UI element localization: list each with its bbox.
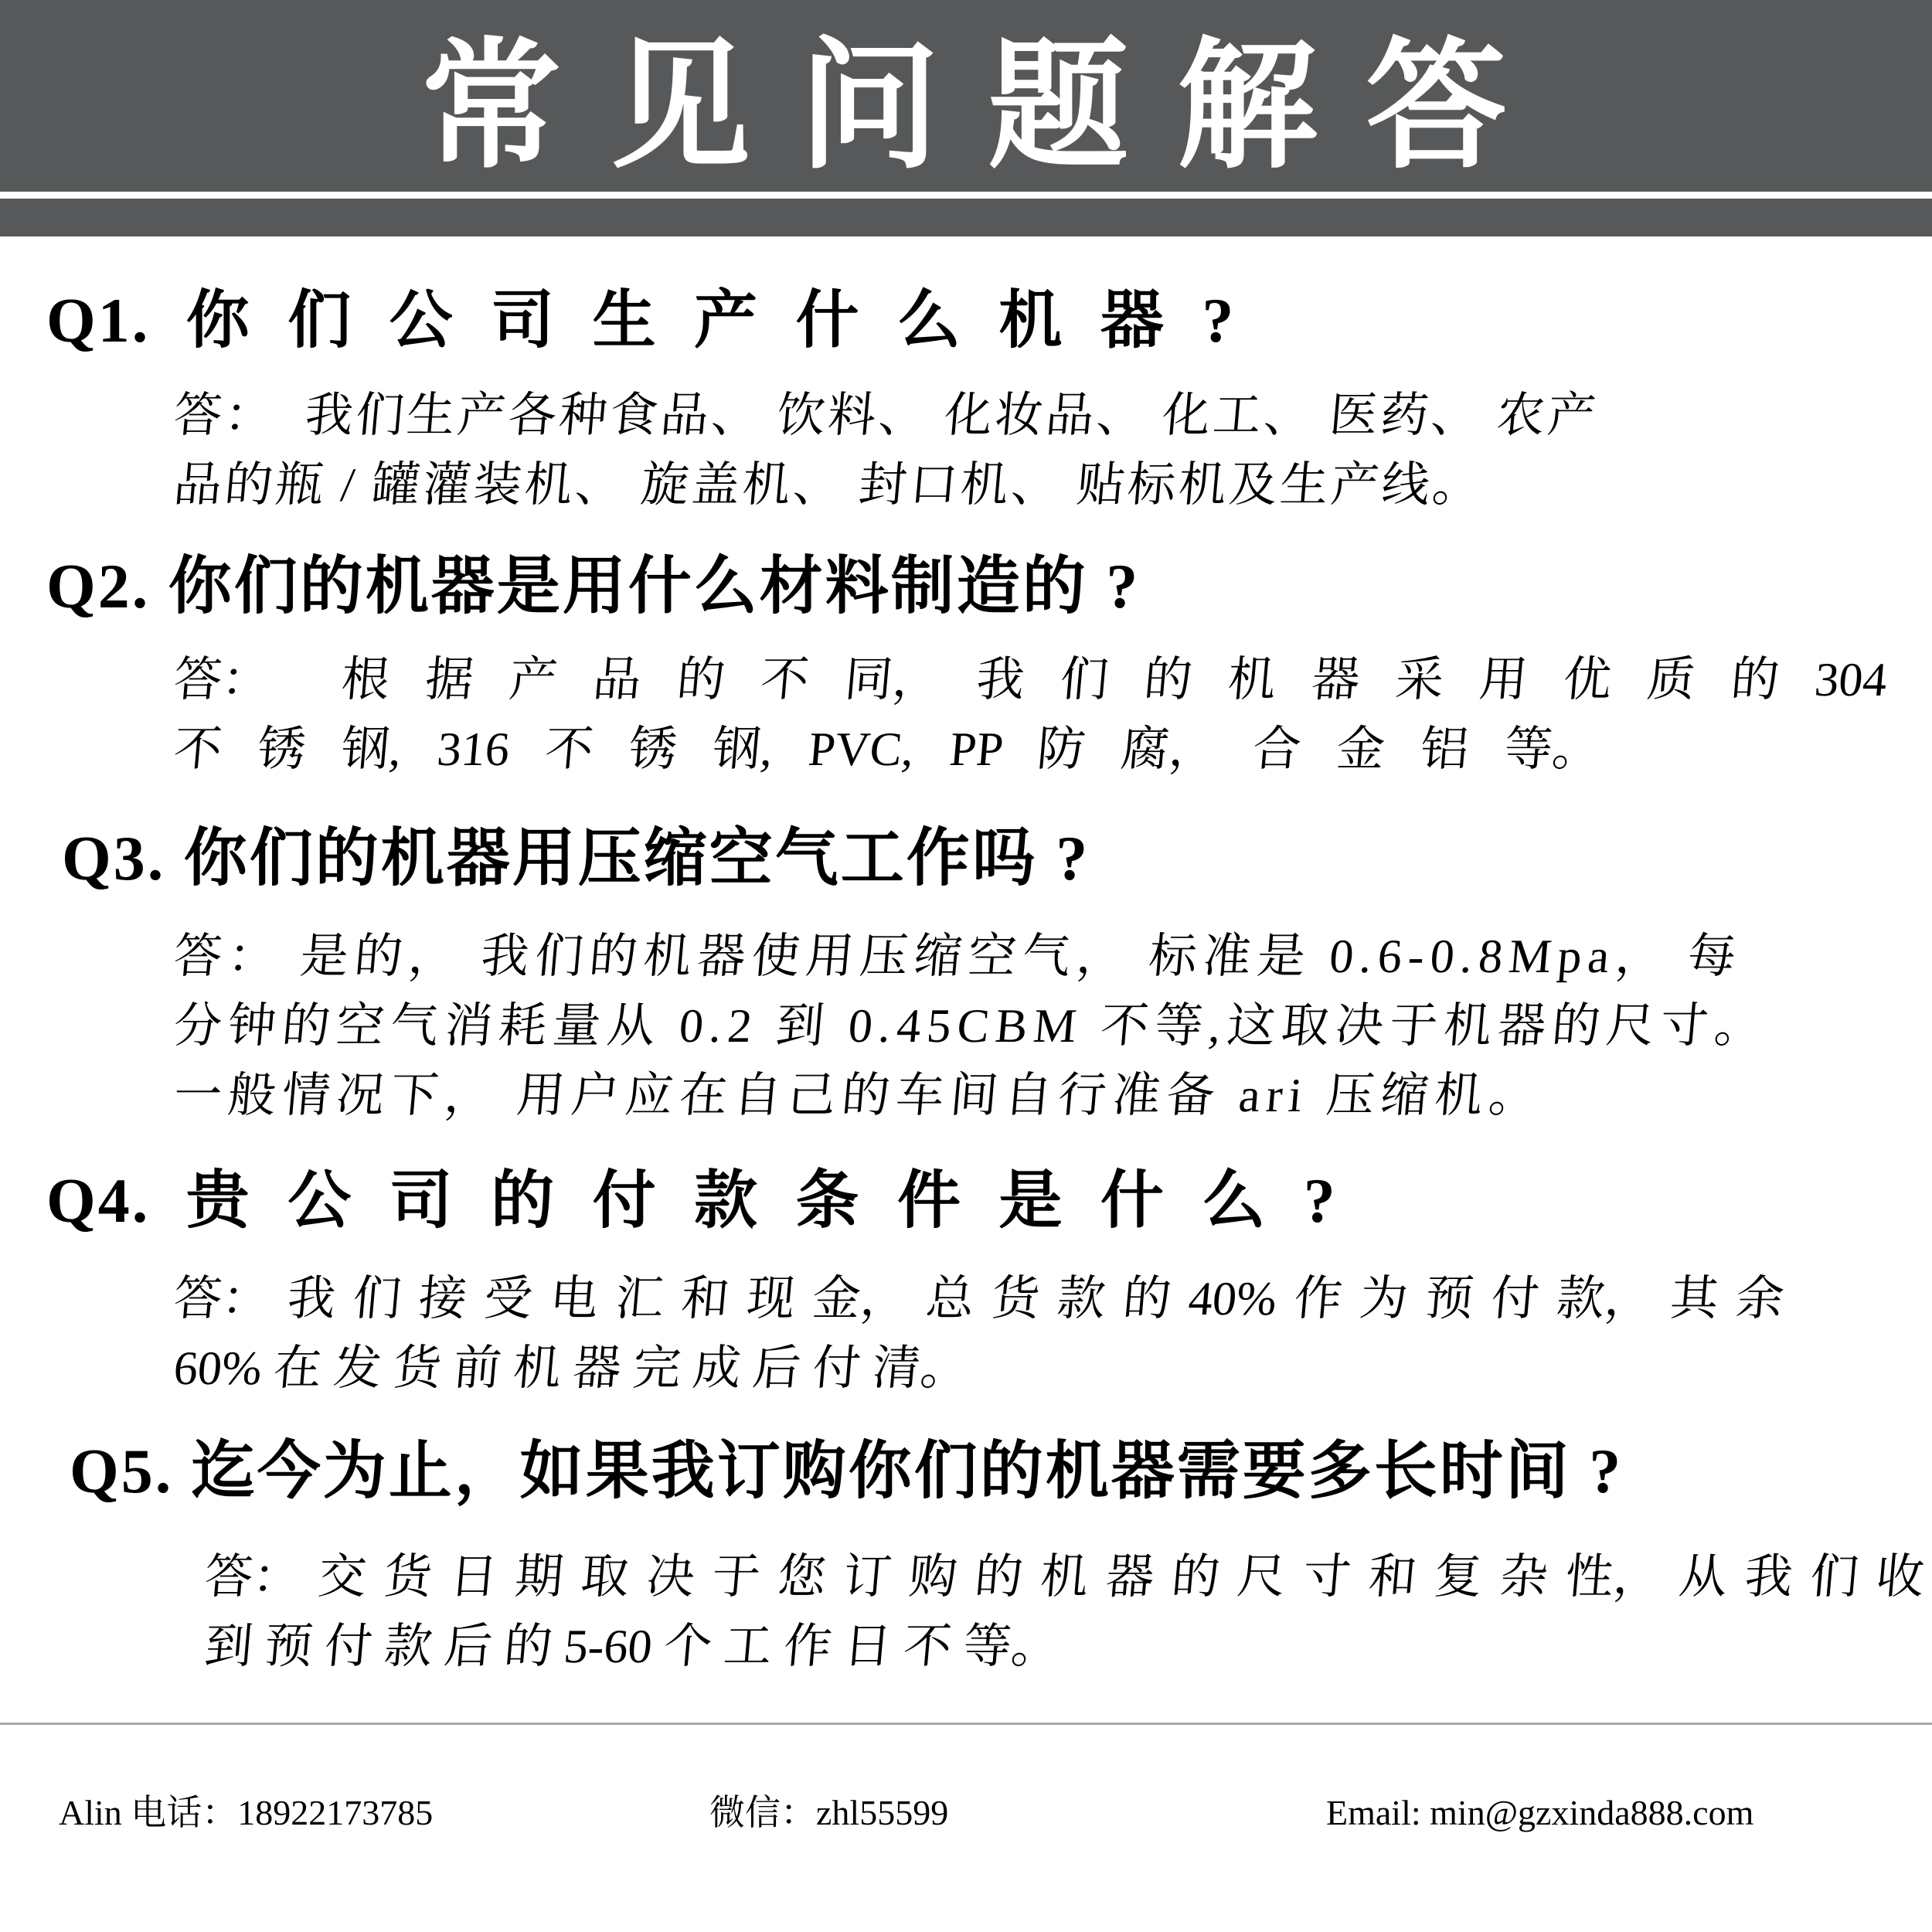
- answer-line: 答： 我们生产各种食品、 饮料、 化妆品、 化工、 医药、 农产: [172, 389, 1601, 442]
- answer-line: 品的瓶 / 罐灌装机、 旋盖机、 封口机、 贴标机及生产线。: [172, 459, 1486, 512]
- faq-section-q4: [46, 1165, 1932, 1403]
- divider-line: [0, 1723, 1932, 1725]
- answer-line: 答： 交 货 日 期 取 决 于 您 订 购 的 机 器 的 尺 寸 和 复 杂 性， 从 我 们 收: [202, 1551, 1927, 1604]
- faq-section-q5: [46, 1436, 1932, 1682]
- question-heading-q3: Q3. 你们的机器用压缩空气工作吗 ?: [62, 823, 1090, 893]
- answer-q1: [46, 381, 1932, 520]
- question-heading-q2: Q2. 你们的机器是用什么材料制造的 ?: [46, 551, 1141, 621]
- question-heading-q1: Q1. 你 们 公 司 生 产 什 么 机 器 ?: [46, 285, 1236, 355]
- answer-line: 分钟的空气消耗量从 0.2 到 0.45CBM 不等,这取决于机器的尺寸。: [172, 1000, 1771, 1053]
- answer-q5: [46, 1543, 1932, 1682]
- answer-q4: [46, 1264, 1932, 1403]
- question-heading-q4: Q4. 贵 公 司 的 付 款 条 件 是 什 么 ?: [46, 1165, 1338, 1236]
- answer-line: 不 锈 钢, 316 不 锈 钢, PVC, PP 防 腐， 合 金 铝 等。: [172, 723, 1603, 776]
- header-banner-lower: [0, 199, 1932, 236]
- answer-line: 答： 根 据 产 品 的 不 同， 我 们 的 机 器 采 用 优 质 的 304: [172, 654, 1889, 706]
- answer-q3: [46, 922, 1932, 1131]
- question-heading-q5: Q5. 迄今为止，如果我订购你们的机器需要多长时间 ?: [70, 1436, 1624, 1506]
- answer-line: 60% 在 发 货 前 机 器 完 成 后 付 清。: [172, 1342, 971, 1395]
- answer-line: 一般情况下， 用户应在自己的车间自行准备 ari 压缩机。: [172, 1070, 1546, 1122]
- answer-q2: [46, 645, 1932, 784]
- page-title: 常 见 问 题 解 答: [420, 27, 1512, 185]
- footer-phone: Alin 电话：18922173785: [59, 1793, 434, 1832]
- header-rule: [0, 192, 1932, 199]
- answer-line: 到 预 付 款 后 的 5-60 个 工 作 日 不 等。: [202, 1621, 1062, 1673]
- faq-section-q2: [46, 551, 1932, 784]
- faq-section-q1: [46, 285, 1932, 520]
- footer: [0, 1790, 1932, 1836]
- footer-email: Email: min@gzxinda888.com: [1326, 1793, 1754, 1832]
- header-banner: [0, 0, 1932, 192]
- faq-section-q3: [46, 823, 1932, 1131]
- answer-line: 答： 是的， 我们的机器使用压缩空气， 标准是 0.6-0.8Mpa， 每: [172, 930, 1744, 983]
- faq-content: [0, 285, 1932, 1682]
- answer-line: 答： 我 们 接 受 电 汇 和 现 金， 总 货 款 的 40% 作 为 预 付 款， 其 余: [172, 1273, 1787, 1325]
- footer-wechat: 微信：zhl55599: [709, 1793, 949, 1832]
